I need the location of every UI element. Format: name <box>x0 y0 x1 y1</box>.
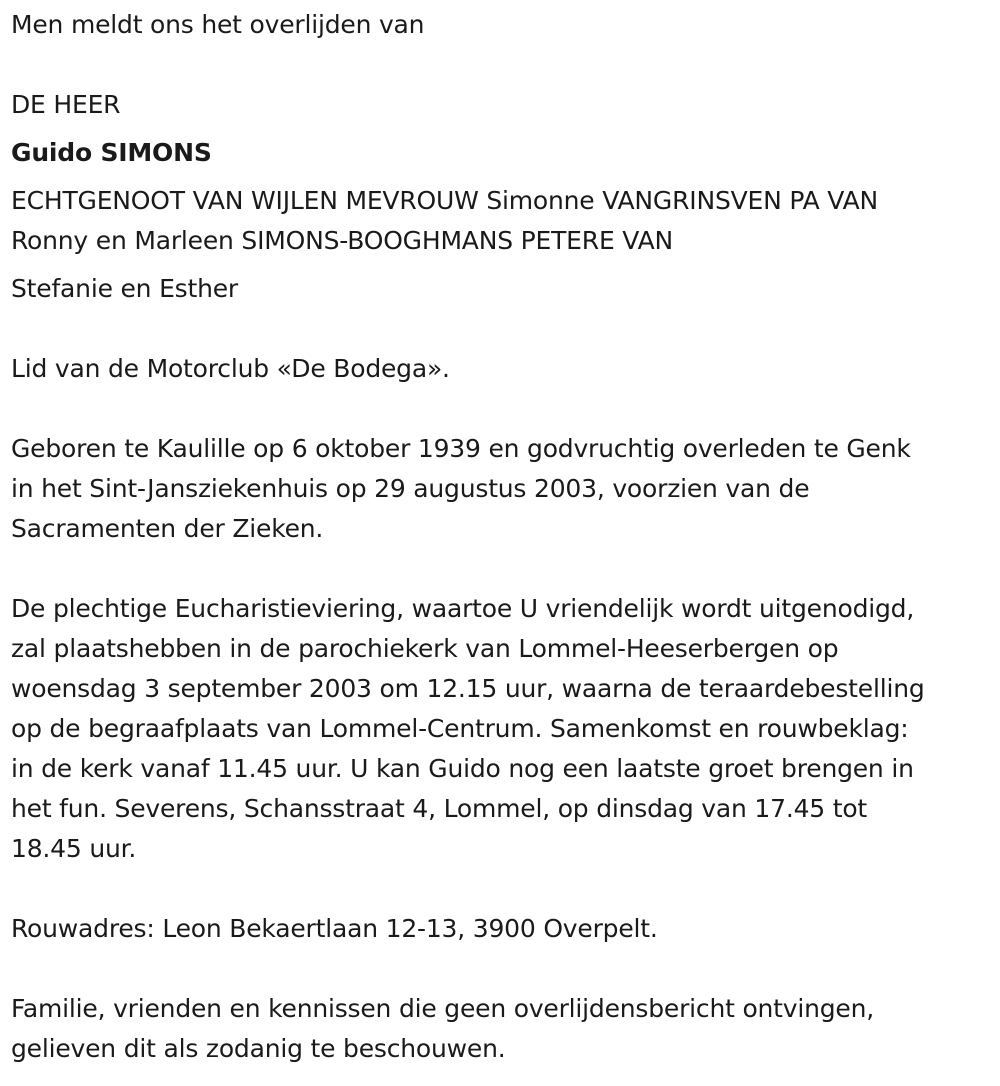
relation-line: Stefanie en Esther <box>11 274 238 303</box>
deceased-name: Guido SIMONS <box>11 138 212 167</box>
relation-line: Ronny en Marleen SIMONS-BOOGHMANS PETERE VAN <box>11 226 673 255</box>
ceremony-line: De plechtige Eucharistieviering, waartoe U vriendelijk wordt uitgenodigd, <box>11 594 915 623</box>
mourning-address: Rouwadres: Leon Bekaertlaan 12-13, 3900 Overpelt. <box>11 914 658 943</box>
birth-death-line: in het Sint-Jansziekenhuis op 29 augustus 2003, voorzien van de <box>11 474 810 503</box>
ceremony-line: het fun. Severens, Schansstraat 4, Lommel, op dinsdag van 17.45 tot <box>11 794 868 823</box>
intro-line: Men meldt ons het overlijden van <box>11 10 425 39</box>
birth-death-line: Sacramenten der Zieken. <box>11 514 324 543</box>
relation-line: ECHTGENOOT VAN WIJLEN MEVROUW Simonne VANGRINSVEN PA VAN <box>11 186 878 215</box>
closing-line: gelieven dit als zodanig te beschouwen. <box>11 1034 506 1063</box>
ceremony-line: 18.45 uur. <box>11 834 137 863</box>
closing-line: Familie, vrienden en kennissen die geen overlijdensbericht ontvingen, <box>11 994 875 1023</box>
club-membership: Lid van de Motorclub «De Bodega». <box>11 354 450 383</box>
salutation: DE HEER <box>11 90 121 119</box>
ceremony-line: op de begraafplaats van Lommel-Centrum. Samenkomst en rouwbeklag: <box>11 714 909 743</box>
ceremony-line: in de kerk vanaf 11.45 uur. U kan Guido nog een laatste groet brengen in <box>11 754 914 783</box>
ceremony-line: woensdag 3 september 2003 om 12.15 uur, waarna de teraardebestelling <box>11 674 925 703</box>
ceremony-line: zal plaatshebben in de parochiekerk van Lommel-Heeserbergen op <box>11 634 839 663</box>
birth-death-line: Geboren te Kaulille op 6 oktober 1939 en godvruchtig overleden te Genk <box>11 434 911 463</box>
